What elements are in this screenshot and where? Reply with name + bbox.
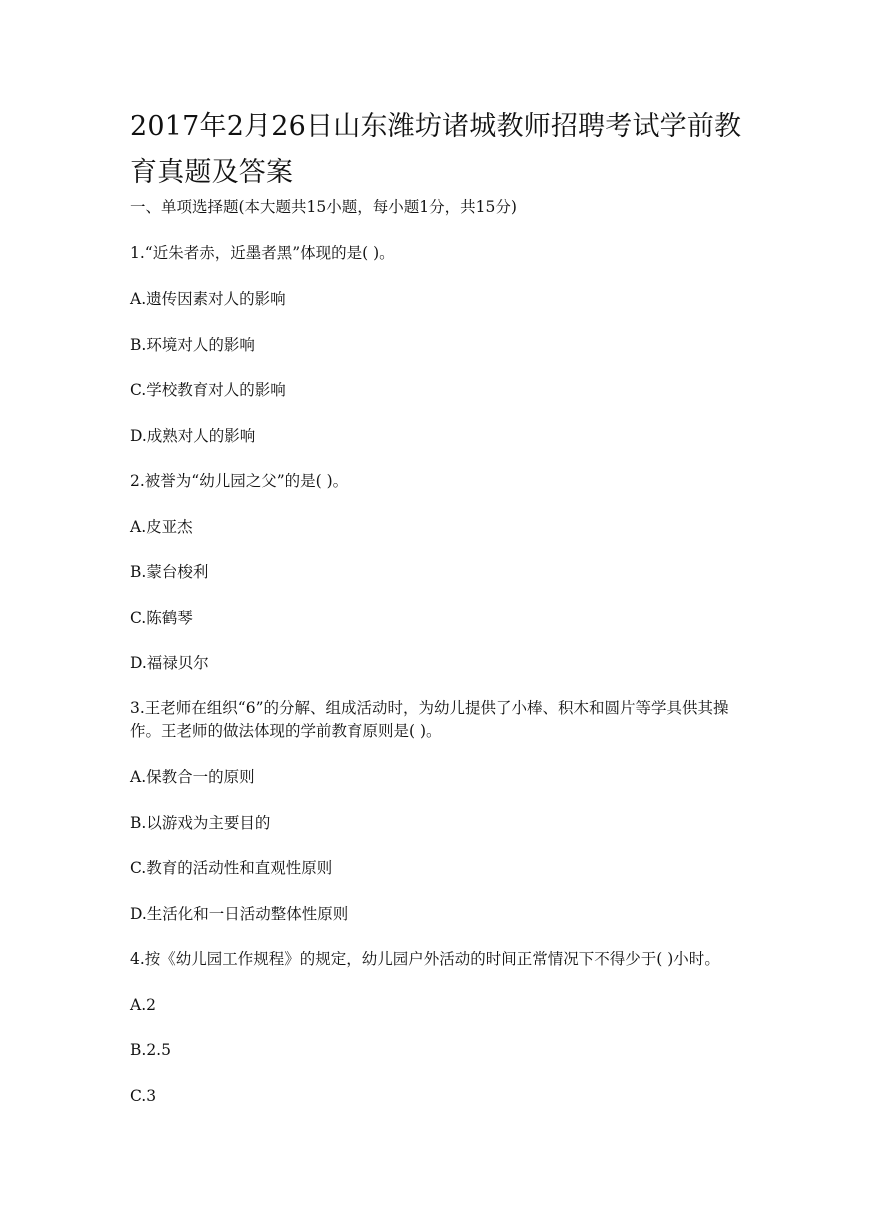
question-4-option-b: B.2.5	[130, 1041, 171, 1059]
question-2-option-d: D.福禄贝尔	[130, 654, 209, 672]
question-3-option-d: D.生活化和一日活动整体性原则	[130, 905, 349, 923]
question-2-option-a: A.皮亚杰	[130, 518, 193, 536]
section-heading: 一、单项选择题(本大题共15小题，每小题1分，共15分)	[130, 198, 517, 216]
question-2-stem: 2.被誉为“幼儿园之父”的是( )。	[130, 472, 349, 490]
question-1-option-c: C.学校教育对人的影响	[130, 381, 286, 399]
question-1-option-d: D.成熟对人的影响	[130, 427, 256, 445]
question-3-option-c: C.教育的活动性和直观性原则	[130, 859, 333, 877]
question-4-option-c: C.3	[130, 1087, 157, 1105]
question-4-option-a: A.2	[130, 996, 156, 1014]
question-2-option-c: C.陈鹤琴	[130, 609, 193, 627]
question-3-option-a: A.保教合一的原则	[130, 768, 255, 786]
question-3-option-b: B.以游戏为主要目的	[130, 814, 271, 832]
question-1-option-a: A.遗传因素对人的影响	[130, 290, 286, 308]
question-1-option-b: B.环境对人的影响	[130, 336, 255, 354]
document-title: 2017年2月26日山东潍坊诸城教师招聘考试学前教育真题及答案	[130, 111, 742, 188]
question-1-stem: 1.“近朱者赤，近墨者黑”体现的是( )。	[130, 244, 395, 262]
question-3-stem: 3.王老师在组织“6”的分解、组成活动时，为幼儿提供了小棒、积木和圆片等学具供其操作。王老师的做法体现的学前教育原则是( )。	[130, 699, 729, 740]
question-2-option-b: B.蒙台梭利	[130, 563, 209, 581]
question-4-stem: 4.按《幼儿园工作规程》的规定，幼儿园户外活动的时间正常情况下不得少于( )小时。	[130, 950, 720, 968]
